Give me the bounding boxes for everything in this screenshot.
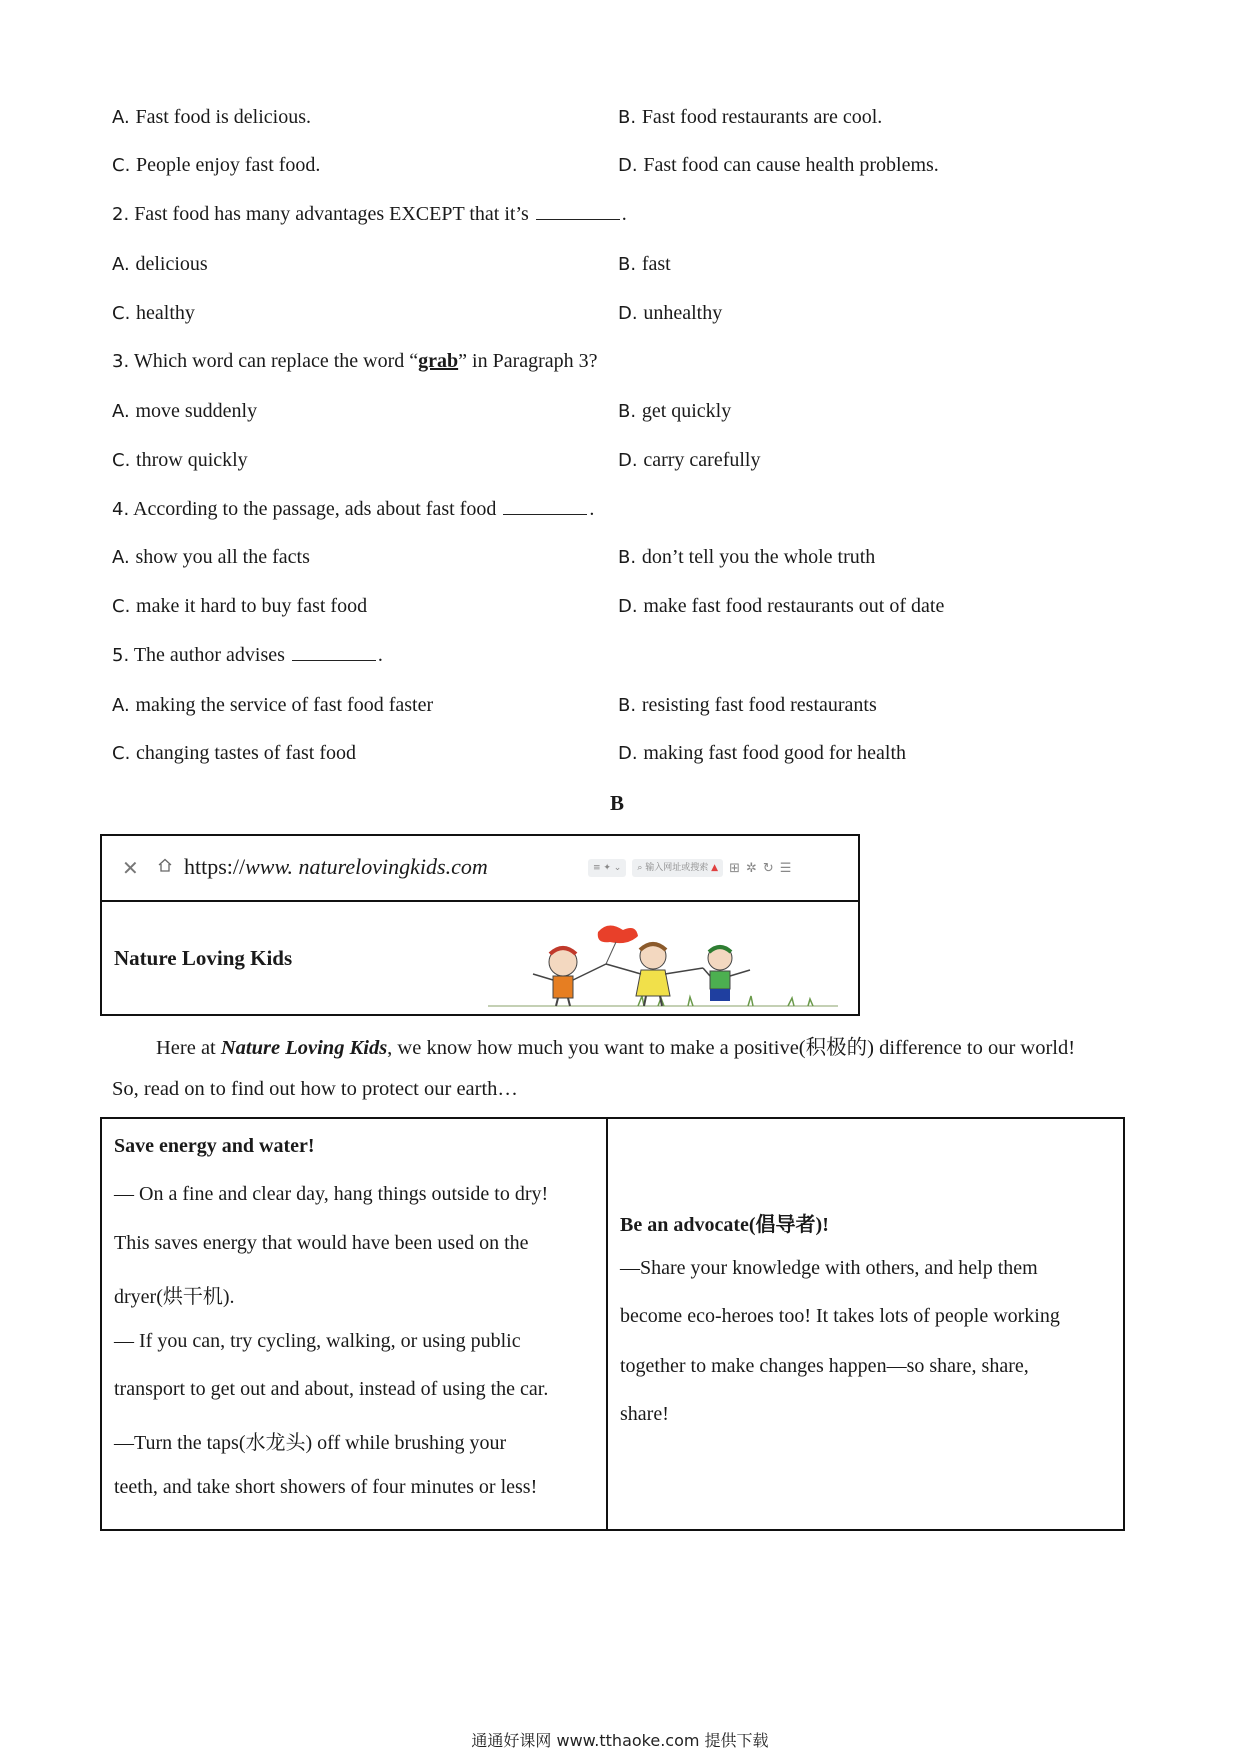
q1-option-a: A. Fast food is delicious. xyxy=(112,106,311,128)
column-divider xyxy=(606,1119,608,1529)
site-title: Nature Loving Kids xyxy=(114,946,293,970)
left-line: — On a fine and clear day, hang things outside to dry! xyxy=(114,1183,549,1205)
q4-stem: 4. According to the passage, ads about fast food . xyxy=(112,498,595,520)
answer-blank xyxy=(292,659,376,661)
q2-option-c: C. healthy xyxy=(112,302,195,324)
q3-option-b: B. get quickly xyxy=(618,400,732,422)
q4-option-b: B. don’t tell you the whole truth xyxy=(618,546,876,568)
q4-option-a: A. show you all the facts xyxy=(112,546,310,568)
q5-option-a: A. making the service of fast food faster xyxy=(112,694,434,716)
section-letter: B xyxy=(610,791,625,815)
left-line: dryer(烘干机). xyxy=(114,1286,235,1308)
q2-option-d: D. unhealthy xyxy=(618,302,723,324)
q5-option-c: C. changing tastes of fast food xyxy=(112,742,356,764)
left-line: This saves energy that would have been used on the xyxy=(114,1232,529,1254)
intro-line-1: Here at Nature Loving Kids, we know how much you want to make a positive(积极的) difference to our world! xyxy=(156,1037,1076,1059)
q3-option-a: A. move suddenly xyxy=(112,400,258,422)
answer-blank xyxy=(536,218,620,220)
right-heading: Be an advocate(倡导者)! xyxy=(620,1214,829,1236)
q4-option-d: D. make fast food restaurants out of date xyxy=(618,595,945,617)
q2-option-a: A. delicious xyxy=(112,253,208,275)
grid-icon[interactable]: ⊞ xyxy=(729,860,740,876)
answer-blank xyxy=(503,513,587,515)
menu-icon[interactable]: ☰ xyxy=(779,860,792,876)
right-line: —Share your knowledge with others, and help them xyxy=(620,1257,1038,1279)
kids-illustration xyxy=(488,922,838,1008)
q4-option-c: C. make it hard to buy fast food xyxy=(112,595,368,617)
right-line: together to make changes happen—so share, share, xyxy=(620,1355,1029,1377)
right-line: become eco-heroes too! It takes lots of people working xyxy=(620,1305,1060,1327)
q1-option-d: D. Fast food can cause health problems. xyxy=(618,154,939,176)
q1-option-c: C. People enjoy fast food. xyxy=(112,154,321,176)
intro-line-2: So, read on to find out how to protect our earth… xyxy=(112,1078,518,1100)
right-line: share! xyxy=(620,1403,669,1425)
search-box[interactable]: ⌕ 输入网址或搜索 ▲ xyxy=(632,859,723,877)
url-text[interactable]: https://www. naturelovingkids.com xyxy=(184,854,488,879)
tips-table xyxy=(100,1117,1125,1531)
settings-icon[interactable]: ✲ xyxy=(745,860,757,876)
refresh-icon[interactable]: ↻ xyxy=(762,860,774,876)
q5-stem: 5. The author advises . xyxy=(112,644,383,666)
home-icon[interactable] xyxy=(158,858,172,872)
close-icon[interactable]: ✕ xyxy=(122,856,139,880)
page-footer: 通通好课网 www.tthaoke.com 提供下载 xyxy=(471,1731,769,1750)
menu-chip-icon[interactable]: ≡ ✦ ⌄ xyxy=(588,859,626,877)
browser-address-bar xyxy=(102,836,858,902)
left-heading: Save energy and water! xyxy=(114,1135,315,1157)
left-line: teeth, and take short showers of four minutes or less! xyxy=(114,1476,538,1498)
q2-option-b: B. fast xyxy=(618,253,671,275)
q5-option-b: B. resisting fast food restaurants xyxy=(618,694,877,716)
brand-name: Nature Loving Kids xyxy=(220,1037,388,1059)
q5-option-d: D. making fast food good for health xyxy=(618,742,907,764)
left-line: transport to get out and about, instead of using the car. xyxy=(114,1378,549,1400)
q3-option-c: C. throw quickly xyxy=(112,449,248,471)
left-line: —Turn the taps(水龙头) off while brushing your xyxy=(114,1432,507,1454)
browser-toolbar xyxy=(588,858,791,878)
q1-option-b: B. Fast food restaurants are cool. xyxy=(618,106,883,128)
q2-stem: 2. Fast food has many advantages EXCEPT that it’s . xyxy=(112,203,627,225)
browser-window xyxy=(100,834,860,1016)
left-line: — If you can, try cycling, walking, or using public xyxy=(114,1330,521,1352)
q3-stem: 3. Which word can replace the word “grab” in Paragraph 3? xyxy=(112,350,598,372)
q3-option-d: D. carry carefully xyxy=(618,449,761,471)
keyword-grab: grab xyxy=(418,350,459,372)
